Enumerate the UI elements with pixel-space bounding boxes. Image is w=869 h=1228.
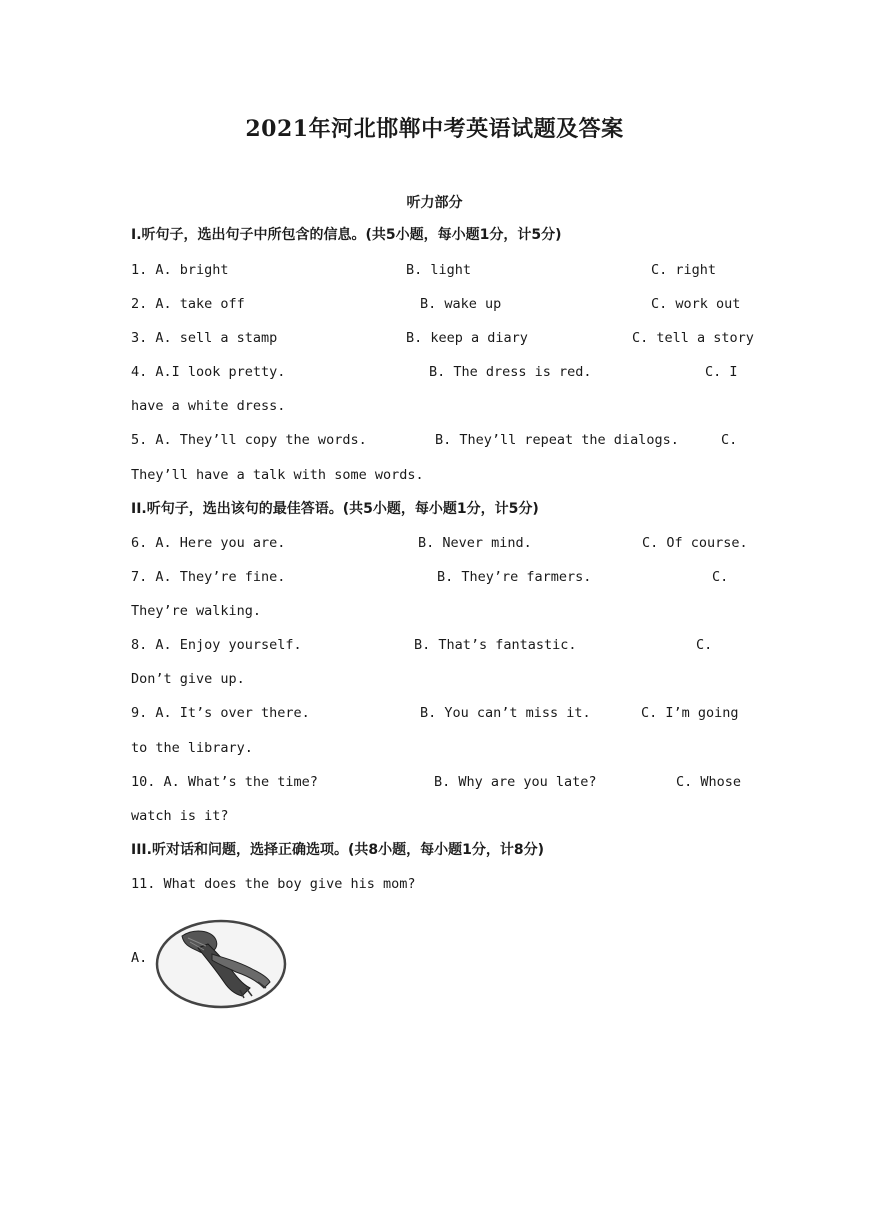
question-8-continued: Don’t give up. (131, 671, 245, 687)
question-9 (131, 703, 738, 723)
option-c: C. work out (651, 296, 741, 312)
question-7-continued: They’re walking. (131, 603, 262, 619)
question-9-continued: to the library. (131, 740, 253, 756)
option-b: B. Why are you late? (434, 774, 597, 790)
section-3-heading: III.听对话和问题，选择正确选项。(共8小题，每小题1分，计8分) (131, 842, 544, 858)
option-c: C. I (705, 364, 738, 380)
question-10 (131, 772, 742, 792)
option-c: C. Of course. (642, 535, 748, 551)
page-title: 2021年河北邯郸中考英语试题及答案 (245, 116, 624, 142)
option-b: B. They’re farmers. (437, 569, 592, 585)
option-b: B. keep a diary (406, 330, 528, 346)
question-10-continued: watch is it? (131, 808, 229, 824)
option-b: B. light (406, 262, 472, 278)
option-c: C. tell a story (632, 330, 754, 346)
option-c: C. right (651, 262, 717, 278)
section-subtitle: 听力部分 (406, 195, 463, 211)
question-11: 11. What does the boy give his mom? (131, 876, 416, 892)
option-b: B. You can’t miss it. (420, 705, 591, 721)
option-a: 2. A. take off (131, 296, 245, 312)
option-a: 5. A. They’ll copy the words. (131, 432, 367, 448)
question-4 (131, 362, 738, 382)
question-6 (131, 533, 748, 553)
option-a: 9. A. It’s over there. (131, 705, 310, 721)
option-c: C. (712, 569, 729, 585)
question-8 (131, 635, 738, 655)
question-1 (131, 260, 738, 280)
option-a: 10. A. What’s the time? (131, 774, 318, 790)
option-b: B. That’s fantastic. (414, 637, 577, 653)
option-b: B. The dress is red. (429, 364, 592, 380)
question-5 (131, 430, 738, 450)
option-a: 7. A. They’re fine. (131, 569, 286, 585)
section-1-heading: I.听句子，选出句子中所包含的信息。(共5小题，每小题1分，计5分) (131, 227, 562, 243)
option-a: 3. A. sell a stamp (131, 330, 278, 346)
option-c: C. (696, 637, 713, 653)
question-3 (131, 328, 754, 348)
option-a: 8. A. Enjoy yourself. (131, 637, 302, 653)
option-b: B. Never mind. (418, 535, 532, 551)
option-a: 4. A.I look pretty. (131, 364, 286, 380)
question-4-continued: have a white dress. (131, 398, 286, 414)
section-2-heading: II.听句子，选出该句的最佳答语。(共5小题，每小题1分，计5分) (131, 501, 539, 517)
option-b: B. wake up (420, 296, 502, 312)
question-11-option-a-label: A. (131, 950, 148, 966)
option-c: C. Whose (676, 774, 742, 790)
option-a: 6. A. Here you are. (131, 535, 286, 551)
scarf-picture (154, 918, 288, 1010)
question-5-continued: They’ll have a talk with some words. (131, 467, 424, 483)
option-b: B. They’ll repeat the dialogs. (435, 432, 679, 448)
option-c: C. I’m going (641, 705, 739, 721)
option-c: C. (721, 432, 738, 448)
option-a: 1. A. bright (131, 262, 229, 278)
question-7 (131, 567, 738, 587)
question-2 (131, 294, 741, 314)
